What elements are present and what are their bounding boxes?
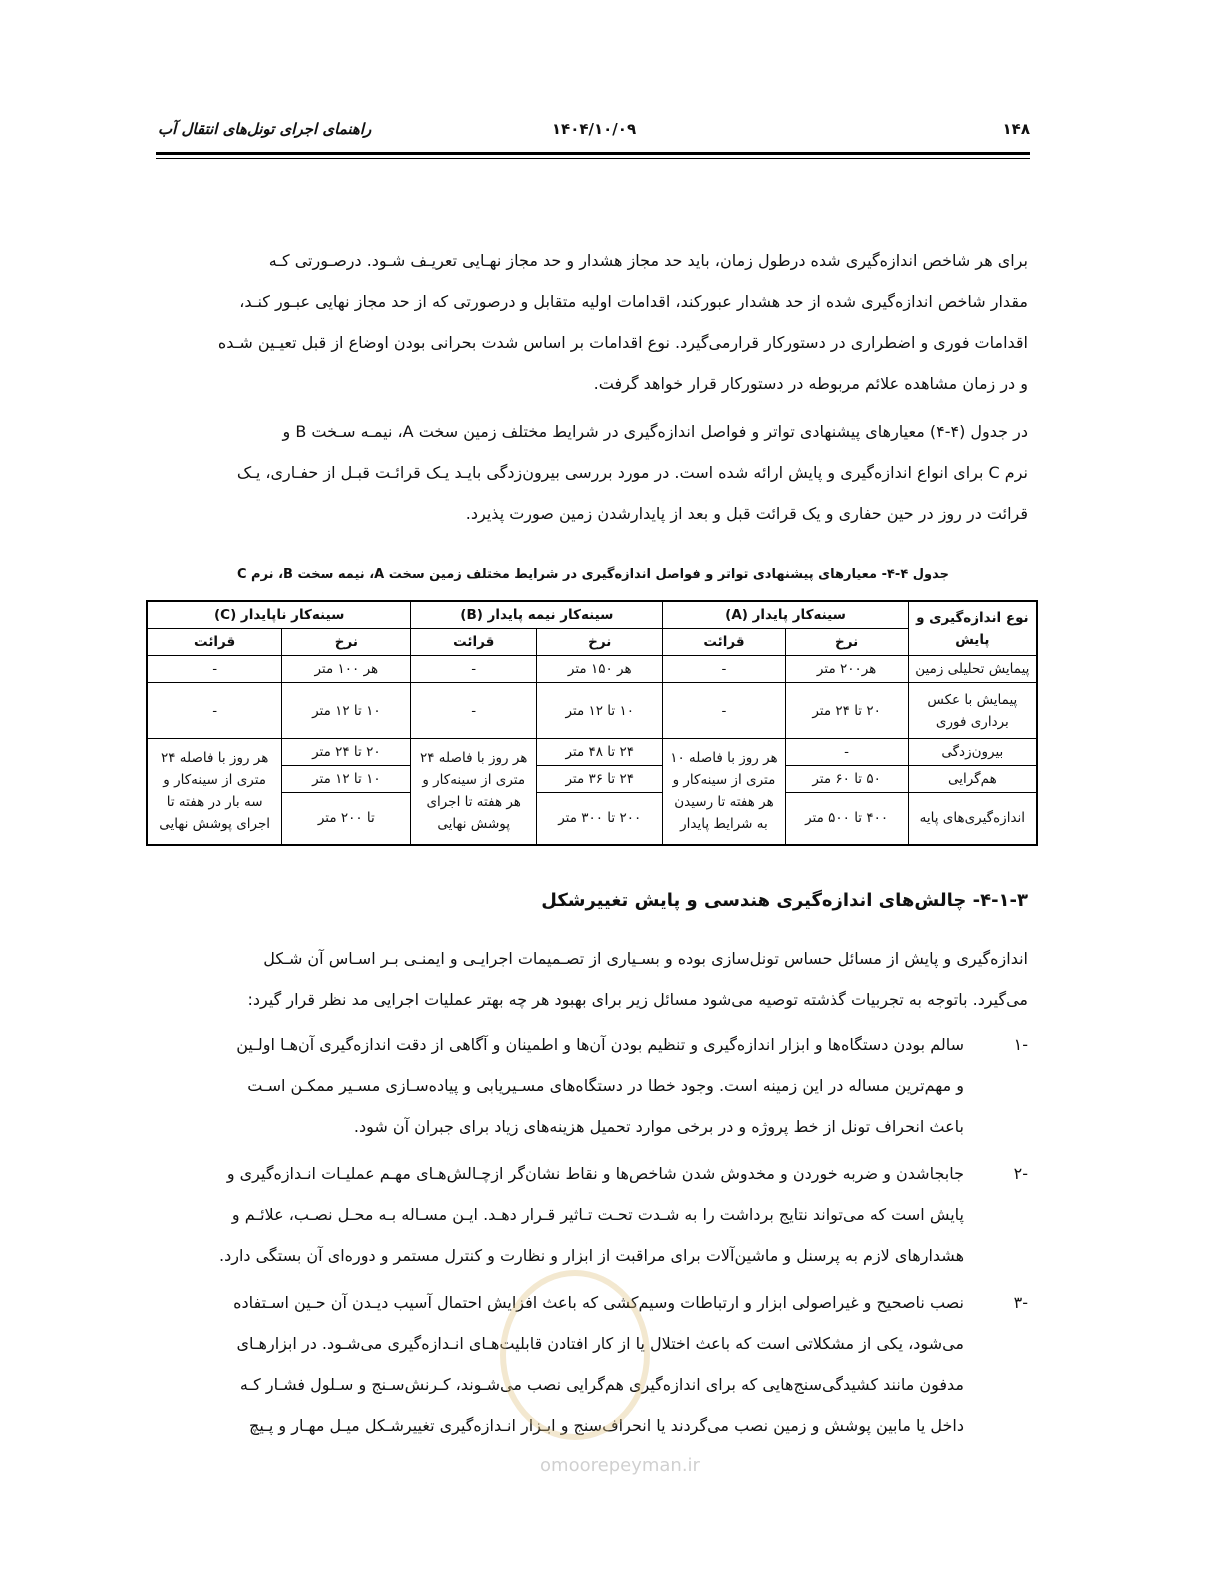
text-line: نصب ناصحیح و غیراصولی ابزار و ارتباطات وسیم‌کشی که باعث افزایش احتمال آسیب دیـدن آن حـین اسـتفاده (233, 1293, 964, 1312)
text-line: و در زمان مشاهده علائم مربوطه در دستورکار قرار خواهد گرفت. (593, 374, 1028, 393)
header-reading: قرائت (663, 629, 785, 656)
header-rate: نرخ (537, 629, 663, 656)
cell-a-rate: ۴۰۰ تا ۵۰۰ متر (785, 793, 908, 845)
cell-a-rate: هر۲۰۰ متر (785, 656, 908, 683)
cell-type: پیمایش تحلیلی زمین (908, 656, 1037, 683)
header-group-a: سینه‌کار پایدار (A) (663, 601, 908, 629)
list-number: -۱ (1013, 1035, 1028, 1054)
text-line: داخل یا مابین پوشش و زمین نصب می‌گردند یا انحراف‌سنج و ابـزار انـدازه‌گیری تغییرشـکل میـل مهـار و پـیچ (249, 1416, 964, 1435)
text-line: می‌گیرد. باتوجه به تجربیات گذشته توصیه می‌شود مسائل زیر برای بهبود هر چه بهتر عملیات اجرایی مد نظر قرار گیرد: (247, 990, 1028, 1009)
header-rule-thin (156, 158, 1030, 159)
header-group-c: سینه‌کار ناپایدار (C) (147, 601, 411, 629)
text-line: نرم C برای انواع اندازه‌گیری و پایش ارائه شده است. در مورد بررسی بیرون‌زدگی بایـد یـک قرائـت قبـل از حفـاری، یـک (236, 463, 1028, 482)
text-line: جابجاشدن و ضربه خوردن و مخدوش شدن شاخص‌ها و نقاط نشان‌گر ازچـالش‌هـای مهـم عملیـات انـدازه‌گیری و (226, 1164, 964, 1183)
cell-b-rate: ۲۴ تا ۳۶ متر (537, 766, 663, 793)
table-caption: جدول ۴-۴- معیارهای پیشنهادی تواتر و فواصل اندازه‌گیری در شرایط مختلف زمین سخت A، نیمه سخت B، نرم C (236, 567, 950, 582)
cell-a-reading: - (663, 656, 785, 683)
page-number: ۱۴۸ (1002, 120, 1030, 138)
cell-b-rate: ۲۰۰ تا ۳۰۰ متر (537, 793, 663, 845)
cell-c-rate: ۱۰ تا ۱۲ متر (282, 766, 411, 793)
text-line: مدفون مانند کشیدگی‌سنج‌هایی که برای اندازه‌گیری هم‌گرایی نصب می‌شـوند، کـرنش‌سـنج و سـلول فشـار کـه (239, 1375, 964, 1394)
text-line: برای هر شاخص اندازه‌گیری شده درطول زمان، باید حد مجاز هشدار و حد مجاز نهـایی تعریـف شـود. درصـورتی کـه (268, 251, 1028, 270)
watermark-seal (500, 1270, 650, 1440)
header-date: ۱۴۰۴/۱۰/۰۹ (551, 120, 637, 138)
text-line: و مهم‌ترین مساله در این زمینه است. وجود خطا در دستگاه‌های مسـیریابی و پیاده‌سـازی مسـیر ممکـن اسـت (247, 1076, 964, 1095)
text-line: هشدارهای لازم به پرسنل و ماشین‌آلات برای مراقبت از ابزار و نظارت و کنترل مستمر و دوره‌ای آن بستگی دارد. (219, 1246, 964, 1265)
paragraph-table-intro (158, 411, 1028, 534)
table-row (147, 739, 1037, 766)
text-line: اقدامات فوری و اضطراری در دستورکار قرارمی‌گیرد. نوع اقدامات بر اساس شدت بحرانی بودن اوضاع از قبل تعیـین شـده (217, 333, 1028, 352)
list-item (158, 1153, 1028, 1276)
text-line: می‌شود، یکی از مشکلاتی است که باعث اختلال یا از کار افتادن قابلیت‌هـای انـدازه‌گیری می‌شـود. در ابزارهـای (236, 1334, 964, 1353)
cell-a-rate: ۲۰ تا ۲۴ متر (785, 683, 908, 739)
cell-b-reading-merged: هر روز با فاصله ۲۴ متری از سینه‌کار و هر هفته تا اجرای پوشش نهایی (411, 739, 537, 845)
list-item (158, 1024, 1028, 1147)
cell-a-rate: - (785, 739, 908, 766)
cell-b-rate: ۲۴ تا ۴۸ متر (537, 739, 663, 766)
table-row (147, 656, 1037, 683)
cell-c-rate: تا ۲۰۰ متر (282, 793, 411, 845)
header-reading: قرائت (147, 629, 282, 656)
header-title: راهنمای اجرای تونل‌های انتقال آب (158, 120, 372, 138)
paragraph-limits (158, 240, 1028, 404)
cell-c-reading: - (147, 683, 282, 739)
watermark-text: omoorepeyman.ir (540, 1455, 700, 1476)
list-number: -۲ (1013, 1164, 1028, 1183)
cell-a-rate: ۵۰ تا ۶۰ متر (785, 766, 908, 793)
cell-c-rate: ۱۰ تا ۱۲ متر (282, 683, 411, 739)
cell-a-reading: - (663, 683, 785, 739)
cell-a-reading-merged: هر روز با فاصله ۱۰ متری از سینه‌کار و هر هفته تا رسیدن به شرایط پایدار (663, 739, 785, 845)
cell-type: پیمایش با عکس برداری فوری (908, 683, 1037, 739)
section-heading: ۴-۱-۳- چالش‌های اندازه‌گیری هندسی و پایش تغییرشکل (541, 890, 1028, 911)
cell-c-rate: هر ۱۰۰ متر (282, 656, 411, 683)
text-line: اندازه‌گیری و پایش از مسائل حساس تونل‌سازی بوده و بسـیاری از تصـمیمات اجرایـی و ایمنـی بـر اسـاس آن شـکل (263, 949, 1028, 968)
cell-b-reading: - (411, 656, 537, 683)
cell-b-rate: ۱۰ تا ۱۲ متر (537, 683, 663, 739)
table-row (147, 683, 1037, 739)
text-line: در جدول (۴-۴) معیارهای پیشنهادی تواتر و فواصل اندازه‌گیری در شرایط مختلف زمین سخت A، نیمـه سـخت B و (282, 422, 1028, 441)
cell-c-rate: ۲۰ تا ۲۴ متر (282, 739, 411, 766)
monitoring-criteria-table (146, 600, 1038, 846)
text-line: سالم بودن دستگاه‌ها و ابزار اندازه‌گیری و تنظیم بودن آن‌ها و اطمینان و آگاهی از دقت اندازه‌گیری آن‌هـا اولـین (236, 1035, 964, 1054)
cell-type: هم‌گرایی (908, 766, 1037, 793)
cell-type: بیرون‌زدگی (908, 739, 1037, 766)
cell-c-reading: - (147, 656, 282, 683)
text-line: مقدار شاخص اندازه‌گیری شده از حد هشدار عبورکند، اقدامات اولیه متقابل و درصورتی که از حد مجاز نهایی عبـور کنـد، (239, 292, 1028, 311)
paragraph-challenges (158, 938, 1028, 1020)
header-rate: نرخ (282, 629, 411, 656)
cell-c-reading-merged: هر روز با فاصله ۲۴ متری از سینه‌کار و سه بار در هفته تا اجرای پوشش نهایی (147, 739, 282, 845)
cell-b-rate: هر ۱۵۰ متر (537, 656, 663, 683)
cell-b-reading: - (411, 683, 537, 739)
list-number: -۳ (1013, 1293, 1028, 1312)
header-group-b: سینه‌کار نیمه پایدار (B) (411, 601, 663, 629)
header-type: نوع اندازه‌گیری و پایش (908, 601, 1037, 656)
cell-type: اندازه‌گیری‌های پایه (908, 793, 1037, 845)
text-line: باعث انحراف تونل از خط پروژه و در برخی موارد تحمیل هزینه‌های زیاد برای جبران آن شود. (353, 1117, 964, 1136)
text-line: قرائت در روز در حین حفاری و یک قرائت قبل و بعد از پایدارشدن زمین صورت پذیرد. (465, 504, 1028, 523)
header-rate: نرخ (785, 629, 908, 656)
header-rule-thick (156, 152, 1030, 155)
text-line: پایش است که می‌تواند نتایج برداشت را به شـدت تحـت تـاثیر قـرار دهـد. ایـن مسـاله بـه محـل نصـب، علائـم و (231, 1205, 964, 1224)
header-reading: قرائت (411, 629, 537, 656)
